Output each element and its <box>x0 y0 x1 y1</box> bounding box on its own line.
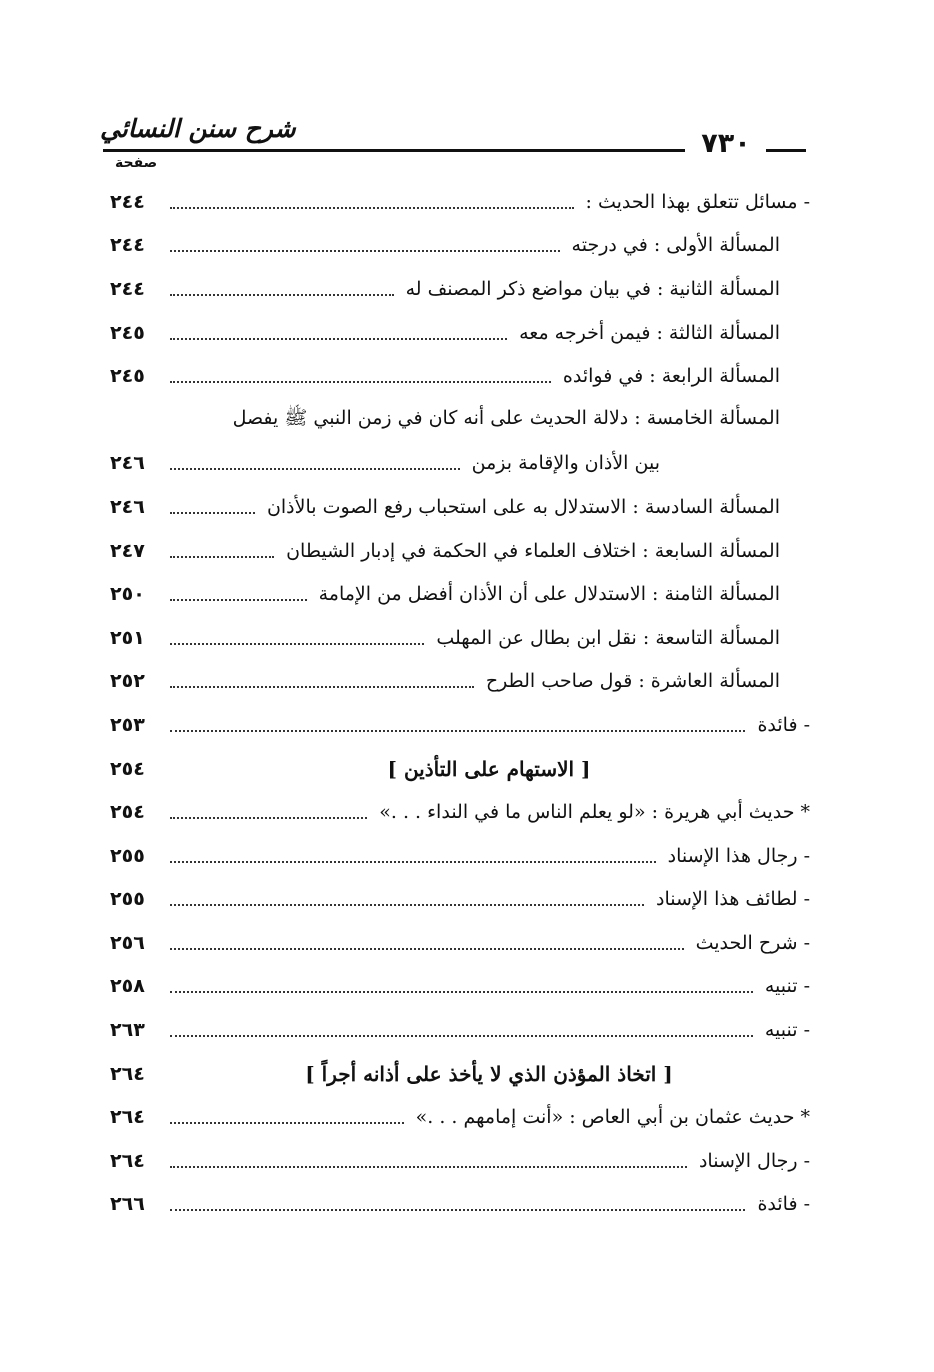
toc-page-number: ٢٦٣ <box>110 1019 145 1042</box>
header-rule-short <box>766 149 806 152</box>
toc-page-number: ٢٦٤ <box>110 1106 145 1129</box>
dot-leader <box>170 817 367 819</box>
toc-entry-text: المسألة العاشرة : قول صاحب الطرح <box>485 670 780 693</box>
toc-entry-text: - لطائف هذا الإسناد <box>656 888 810 911</box>
toc-row <box>110 442 810 486</box>
toc-entry-text: المسألة السادسة : الاستدلال به على استحباب رفع الصوت بالأذان <box>266 495 780 518</box>
toc-row <box>110 660 810 704</box>
toc-page-number: ٢٥٣ <box>110 713 145 736</box>
toc-page-number: ٢٤٧ <box>110 539 145 562</box>
dot-leader <box>170 556 274 558</box>
dot-leader <box>170 1166 687 1168</box>
dot-leader <box>170 512 255 514</box>
toc-row <box>110 1008 810 1052</box>
toc-row <box>110 921 810 965</box>
toc-row <box>110 224 810 268</box>
toc-entry-text: [ الاستهام على التأذين ] <box>387 756 591 781</box>
dot-leader <box>170 207 574 209</box>
toc-page-number: ٢٤٤ <box>110 234 145 257</box>
toc-entry-text: بين الأذان والإقامة بزمن <box>471 452 660 475</box>
toc-entry-text: المسألة الأولى : في درجته <box>571 234 780 257</box>
toc-entry-text: * حديث أبي هريرة : «لو يعلم الناس ما في النداء . . .» <box>379 801 810 824</box>
toc-row <box>110 965 810 1009</box>
toc-page-number: ٢٤٥ <box>110 321 145 344</box>
toc-row <box>110 790 810 834</box>
dot-leader <box>170 1209 745 1211</box>
toc-row <box>110 529 810 573</box>
toc-page-number: ٢٥٥ <box>110 844 145 867</box>
toc-page-number: ٢٤٦ <box>110 452 145 475</box>
toc-row <box>110 834 810 878</box>
toc-row <box>110 1183 810 1227</box>
toc-row <box>110 398 810 442</box>
toc-row <box>110 485 810 529</box>
dot-leader <box>170 948 684 950</box>
dot-leader <box>170 1035 753 1037</box>
toc-entry-text: - شرح الحديث <box>695 931 810 954</box>
toc-entry-text: [ اتخاذ المؤذن الذي لا يأخذ على أذانه أجراً ] <box>305 1061 673 1086</box>
dot-leader <box>170 599 307 601</box>
toc-row <box>110 747 810 791</box>
dot-leader <box>170 730 745 732</box>
dot-leader <box>170 381 551 383</box>
toc-row <box>110 1052 810 1096</box>
toc-row <box>110 616 810 660</box>
toc-page-number: ٢٥٤ <box>110 801 145 824</box>
dot-leader <box>170 991 753 993</box>
dot-leader <box>170 468 460 470</box>
table-of-contents <box>110 180 810 1226</box>
dot-leader <box>170 643 424 645</box>
toc-page-number: ٢٥٠ <box>110 583 145 606</box>
toc-page-number: ٢٤٦ <box>110 495 145 518</box>
dot-leader <box>170 686 474 688</box>
toc-row <box>110 1095 810 1139</box>
dot-leader <box>170 250 560 252</box>
book-title: شرح سنن النسائي <box>100 114 296 143</box>
page-number: ٧٣٠ <box>701 128 751 159</box>
toc-entry-text: - تنبيه <box>764 1019 810 1042</box>
toc-page-number: ٢٦٤ <box>110 1149 145 1172</box>
toc-row <box>110 267 810 311</box>
toc-entry-text: المسألة الثانية : في بيان مواضع ذكر المصنف له <box>405 277 780 300</box>
toc-entry-text: المسألة الثالثة : فيمن أخرجه معه <box>519 321 780 344</box>
dot-leader <box>170 1122 404 1124</box>
toc-row <box>110 572 810 616</box>
toc-entry-text: - رجال الإسناد <box>698 1149 810 1172</box>
toc-row <box>110 703 810 747</box>
page-column-label: صفحة <box>115 155 158 171</box>
dot-leader <box>170 861 656 863</box>
dot-leader <box>170 338 507 340</box>
toc-entry-text: - تنبيه <box>764 975 810 998</box>
toc-entry-text: المسألة السابعة : اختلاف العلماء في الحكمة في إدبار الشيطان <box>286 539 780 562</box>
header-rule <box>103 149 685 152</box>
toc-row <box>110 180 810 224</box>
toc-page-number: ٢٤٥ <box>110 365 145 388</box>
toc-row <box>110 1139 810 1183</box>
toc-entry-text: * حديث عثمان بن أبي العاص : «أنت إمامهم . . .» <box>415 1106 810 1129</box>
toc-entry-text: المسألة الخامسة : دلالة الحديث على أنه كان في زمن النبي ﷺ يفصل <box>232 406 780 429</box>
toc-page-number: ٢٥٨ <box>110 975 145 998</box>
toc-page-number: ٢٥٢ <box>110 670 145 693</box>
toc-entry-text: المسألة الرابعة : في فوائده <box>562 365 780 388</box>
toc-page-number: ٢٥١ <box>110 626 145 649</box>
toc-page-number: ٢٤٤ <box>110 277 145 300</box>
toc-entry-text: - مسائل تتعلق بهذا الحديث : <box>585 190 810 213</box>
dot-leader <box>170 904 644 906</box>
toc-page-number: ٢٦٤ <box>110 1062 145 1085</box>
toc-entry-text: - رجال هذا الإسناد <box>667 844 810 867</box>
toc-row <box>110 354 810 398</box>
toc-entry-text: المسألة الثامنة : الاستدلال على أن الأذان أفضل من الإمامة <box>318 583 780 606</box>
toc-row <box>110 311 810 355</box>
toc-page-number: ٢٥٥ <box>110 888 145 911</box>
dot-leader <box>170 294 394 296</box>
toc-page-number: ٢٥٦ <box>110 931 145 954</box>
toc-entry-text: - فائدة <box>757 713 810 736</box>
toc-row <box>110 878 810 922</box>
toc-entry-text: - فائدة <box>757 1193 810 1216</box>
toc-entry-text: المسألة التاسعة : نقل ابن بطال عن المهلب <box>436 626 780 649</box>
toc-page-number: ٢٤٤ <box>110 190 145 213</box>
toc-page-number: ٢٦٦ <box>110 1193 145 1216</box>
toc-page-number: ٢٥٤ <box>110 757 145 780</box>
